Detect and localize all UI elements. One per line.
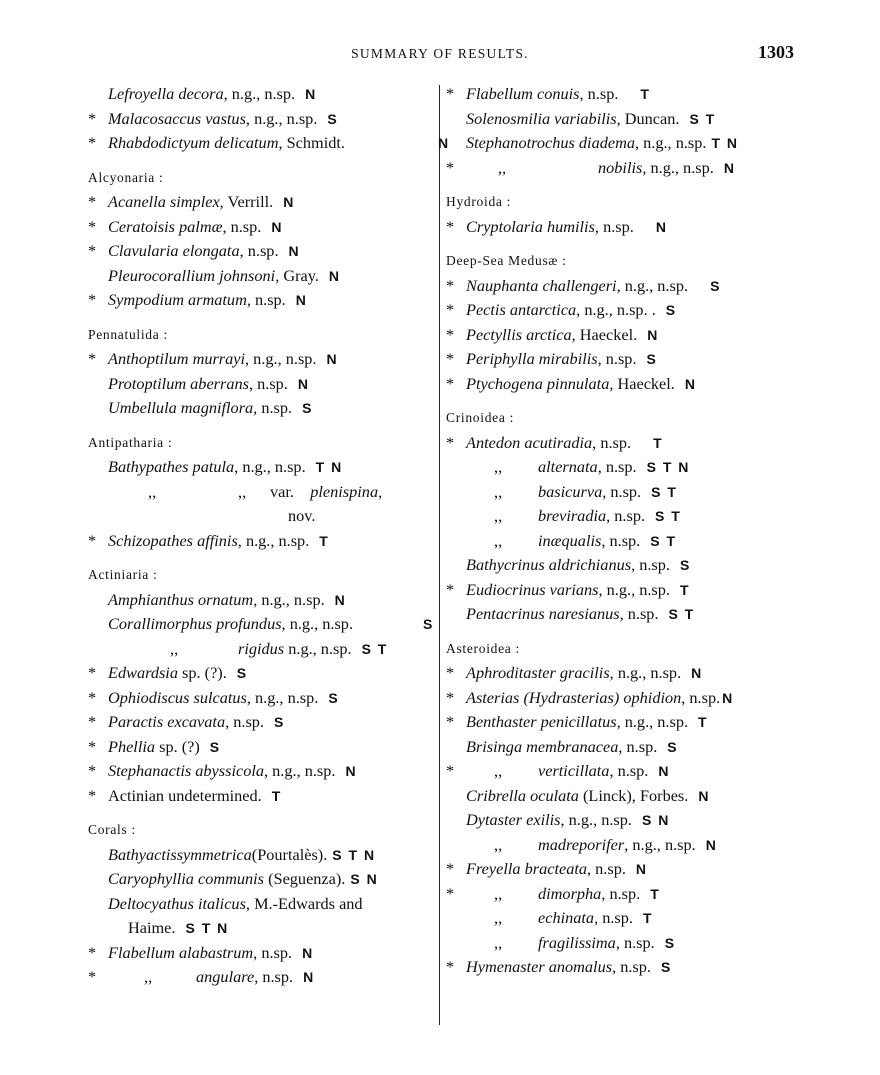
new-mark: * [446,324,455,344]
section-heading: Actiniaria : [88,567,158,582]
species-entry: ,, rigidus n.g., n.sp. S T [88,637,438,662]
new-mark: * [446,373,455,393]
species-entry: * Clavularia elongata, n.sp. N [88,239,438,264]
ditto-mark: ,, [494,481,503,501]
new-mark: * [88,192,97,211]
species-entry: * Benthaster penicillatus, n.g., n.sp. T [446,710,796,735]
species-entry: * Periphylla mirabilis, n.sp. S [446,347,796,372]
species-entry: * Asterias (Hydrasterias) ophidion, n.sp. N [446,686,796,711]
ditto-mark: ,, [494,932,503,952]
new-mark: * [446,579,455,599]
new-mark: * [446,84,455,103]
new-mark: * [88,530,97,550]
species-entry: Lefroyella decora, n.g., n.sp. N [108,84,317,103]
new-mark: * [446,432,455,452]
species-entry: * Sympodium armatum, n.sp. N [88,288,438,313]
species-entry: Umbellula magniflora, n.sp. S [108,398,313,417]
species-entry: Bathypathes patula, n.g., n.sp. T N [108,457,343,476]
species-entry: * Antedon acutiradia, n.sp. T [446,431,796,456]
species-entry: * ,, angulare, n.sp. N [88,965,438,990]
species-entry: * ,, dimorpha, n.sp. T [446,882,796,907]
section-heading: Hydroida : [446,194,512,209]
section-heading: Asteroidea : [446,640,521,656]
new-mark: * [446,275,455,295]
new-mark: * [446,349,455,368]
new-mark: * [446,883,455,903]
new-mark: * [88,133,97,152]
ditto-mark: ,, [238,481,247,501]
new-mark: * [88,736,97,756]
species-entry: * Malacosaccus vastus, n.g., n.sp. S [88,107,438,132]
section-heading: Corals : [88,822,136,837]
new-mark: * [88,241,97,260]
species-entry: * Phellia sp. (?) S [88,735,438,760]
new-mark: * [88,216,97,236]
column-divider [439,85,440,1025]
right-column [446,82,796,980]
ditto-mark: ,, [494,457,503,476]
species-entry-continuation: nov. [288,506,316,525]
section-heading: Alcyonaria : [88,169,164,185]
species-entry: Solenosmilia variabilis, Duncan. S T [466,108,716,128]
species-entry-continuation: Haime. S T N [128,918,229,937]
new-mark: * [446,957,455,976]
species-entry: * Flabellum conuis, n.sp. T [446,82,796,107]
species-entry: * Cryptolaria humilis, n.sp. N [446,215,796,240]
species-entry: * Acanella simplex, Verrill. N [88,190,438,215]
ditto-mark: ,, [494,506,503,525]
species-entry: Pentacrinus naresianus, n.sp. S T [466,604,695,623]
new-mark: * [446,300,455,319]
species-entry: ,, alternata, n.sp. S T N [446,455,796,480]
species-entry: ,, ,, var. plenispina, [88,480,438,505]
species-entry: * Hymenaster anomalus, n.sp. S [446,955,796,980]
species-entry: Deltocyathus italicus, M.-Edwards and [108,893,363,913]
ditto-mark: ,, [494,834,503,854]
new-mark: * [88,785,97,805]
species-entry: Cribrella oculata (Linck), Forbes. N [466,785,710,805]
species-entry: * Stephanactis abyssicola, n.g., n.sp. N [88,759,438,784]
species-entry: Brisinga membranacea, n.sp. S [466,736,679,756]
new-mark: * [88,687,97,707]
ditto-mark: ,, [170,638,179,658]
species-entry: * Freyella bracteata, n.sp. N [446,857,796,882]
species-entry: Stephanotrochus diadema, n.g., n.sp. T N [466,133,739,152]
species-entry: ,, echinata, n.sp. T [446,906,796,931]
species-entry: * Rhabdodictyum delicatum, Schmidt. N [88,131,438,156]
species-entry: Pleurocorallium johnsoni, Gray. N [108,265,341,285]
species-entry: * Schizopathes affinis, n.g., n.sp. T [88,529,438,554]
species-entry: * Pectyllis arctica, Haeckel. N [446,323,796,348]
ditto-mark: ,, [144,967,153,986]
new-mark: * [88,349,97,368]
species-entry: * Ophiodiscus sulcatus, n.g., n.sp. S [88,686,438,711]
section-heading: Crinoidea : [446,410,515,425]
species-entry: ,, fragilissima, n.sp. S [446,931,796,956]
ditto-mark: ,, [494,761,503,780]
new-mark: * [88,108,97,128]
new-mark: * [446,712,455,731]
species-entry: * Actinian undetermined. T [88,784,438,809]
section-heading: Deep-Sea Medusæ : [446,253,567,268]
new-mark: * [88,663,97,682]
species-entry: * Aphroditaster gracilis, n.g., n.sp. N [446,661,796,686]
new-mark: * [88,942,97,962]
ditto-mark: ,, [498,157,507,177]
species-entry: * ,, nobilis, n.g., n.sp. N [446,156,796,181]
species-entry: ,, madreporifer, n.g., n.sp. N [446,833,796,858]
species-entry: * Paractis excavata, n.sp. S [88,710,438,735]
species-entry: * Pectis antarctica, n.g., n.sp. . S [446,298,796,323]
ditto-mark: ,, [494,530,503,550]
species-entry: * Anthoptilum murrayi, n.g., n.sp. N [88,347,438,372]
species-entry: * Flabellum alabastrum, n.sp. N [88,941,438,966]
new-mark: * [446,216,455,236]
species-entry: * Ceratoisis palmæ, n.sp. N [88,215,438,240]
left-column [88,82,450,990]
species-entry: ,, breviradia, n.sp. S T [446,504,796,529]
new-mark: * [88,967,97,986]
species-entry: * Nauphanta challengeri, n.g., n.sp. S [446,274,796,299]
page-header [0,42,880,68]
ditto-mark: ,, [494,883,503,903]
new-mark: * [88,712,97,731]
species-entry: * Edwardsia sp. (?). S [88,661,438,686]
new-mark: * [446,663,455,682]
species-entry: * Eudiocrinus varians, n.g., n.sp. T [446,578,796,603]
new-mark: * [446,157,455,177]
new-mark: * [446,687,455,707]
species-entry: Bathycrinus aldrichianus, n.sp. S [466,555,691,574]
new-mark: * [88,290,97,309]
page-number: 1303 [758,42,794,62]
new-mark: * [446,859,455,878]
species-entry: * ,, verticillata, n.sp. N [446,759,796,784]
section-heading: Pennatulida : [88,326,168,342]
new-mark: * [446,761,455,780]
ditto-mark: ,, [494,908,503,927]
running-head: SUMMARY OF RESULTS. [351,46,529,61]
species-entry: Corallimorphus profundus, n.g., n.sp. S [108,614,434,633]
ditto-mark: ,, [148,481,157,501]
species-entry: Protoptilum aberrans, n.sp. N [108,373,310,393]
species-entry: Dytaster exilis, n.g., n.sp. S N [466,810,670,829]
species-entry: * Ptychogena pinnulata, Haeckel. N [446,372,796,397]
species-entry: Bathyactissymmetrica(Pourtalès). S T N [108,844,376,864]
new-mark: * [88,761,97,780]
species-entry: Amphianthus ornatum, n.g., n.sp. N [108,589,347,609]
section-heading: Antipatharia : [88,434,173,450]
species-entry: Caryophyllia communis (Seguenza). S N [108,869,379,888]
species-entry: ,, inæqualis, n.sp. S T [446,529,796,554]
species-entry: ,, basicurva, n.sp. S T [446,480,796,505]
